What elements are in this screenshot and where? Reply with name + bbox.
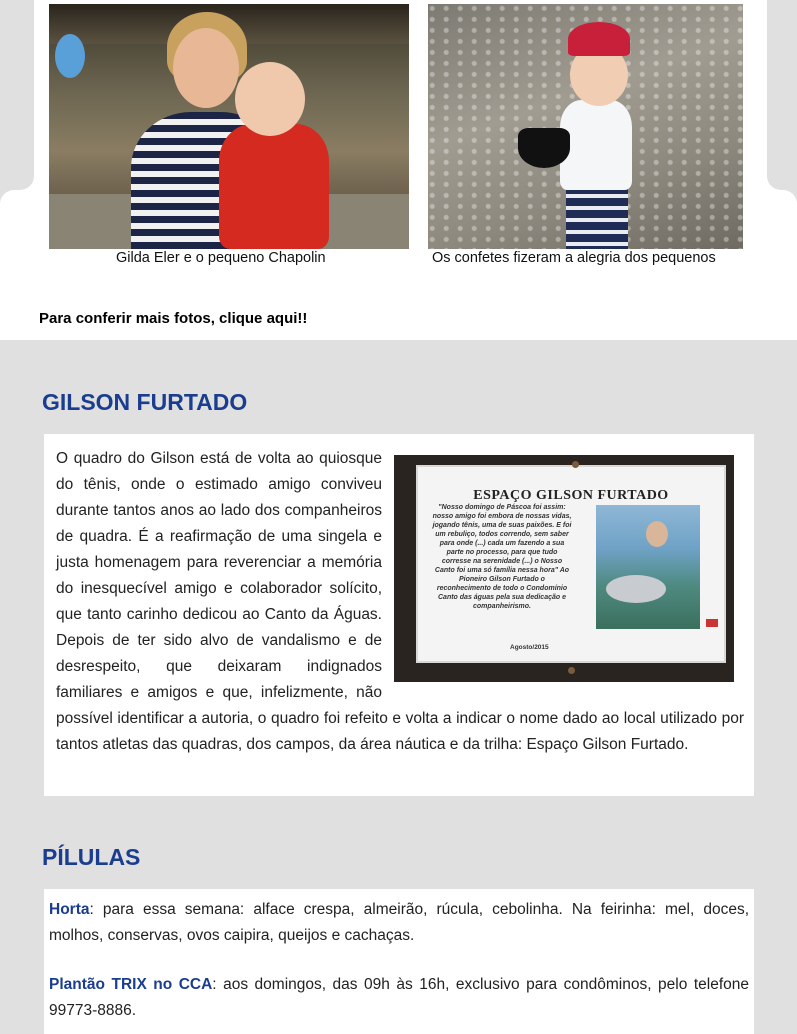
gilson-card	[44, 434, 754, 796]
screw-top-icon	[572, 461, 579, 468]
section-title-pilulas: PÍLULAS	[42, 844, 141, 870]
page-margin-right	[767, 0, 797, 190]
photo2-caption: Os confetes fizeram a alegria dos pequenos	[432, 250, 716, 266]
page-margin-left	[0, 0, 34, 190]
gilson-plaque-photo[interactable]	[394, 455, 734, 682]
gilson-article	[56, 446, 744, 758]
section-title-gilson: GILSON FURTADO	[42, 389, 248, 415]
pilula-item	[49, 897, 749, 949]
gilson-body: O quadro do Gilson está de volta ao quiosque do tênis, onde o estimado amigo conviveu durante tantos anos ao lado dos companheiros de quadra. É a reafirmação de uma singela e justa homenagem para reverenciar a memória do inesquecível amigo e colaborador solícito, que tanto carinho dedicou ao Canto da Águas. Depois de ter sido alvo de vandalismo e de desrespeito, que deixaram indignados familiares e amigos e que, infelizmente, não possível identificar a autoria, o quadro foi refeito e volta a indicar o nome dado ao local utilizado por tantos atletas das quadras, dos campos, da área náutica e da trilha: Espaço Gilson Furtado.	[56, 450, 744, 753]
pilula-item	[49, 972, 749, 1024]
plaque-date: Agosto/2015	[510, 644, 549, 651]
pilulas-card	[44, 889, 754, 1034]
plaque-title: ESPAÇO GILSON FURTADO	[473, 488, 669, 503]
plaque-logo-icon	[706, 619, 718, 627]
screw-bottom-icon	[568, 667, 575, 674]
pilula-keyword: Horta	[49, 901, 90, 918]
plaque-quote: "Nosso domingo de Páscoa foi assim: nosso amigo foi embora de nossas vidas, jogando tênis, uma de suas paixões. E foi um rebuliço, todos correndo, sem saber para onde (...) cada um fazendo a sua parte no processo, para que tudo corresse na serenidade (...) o Nosso Canto foi uma só família nessa hora" Ao Pioneiro Gilson Furtado o reconhecimento de todo o Condomínio Canto das águas pela sua dedicação e companheirismo.	[432, 504, 572, 610]
photo-gilda-chapolin[interactable]	[49, 4, 409, 249]
pilula-keyword: Plantão TRIX no CCA	[49, 976, 213, 993]
plaque	[416, 465, 726, 663]
photo-confetti-child[interactable]	[428, 4, 743, 249]
plaque-portrait	[596, 505, 700, 629]
photo1-caption: Gilda Eler e o pequeno Chapolin	[116, 250, 326, 266]
pilula-text: : aos domingos, das 09h às 16h, exclusivo para condôminos, pelo telefone 99773-8886.	[49, 976, 749, 1019]
more-photos-link[interactable]: Para conferir mais fotos, clique aqui!!	[39, 310, 308, 327]
pilulas-list	[49, 897, 749, 1034]
pilula-text: : para essa semana: alface crespa, almeirão, rúcula, cebolinha. Na feirinha: mel, doces, molhos, conservas, ovos caipira, queijos e cachaças.	[49, 901, 749, 944]
